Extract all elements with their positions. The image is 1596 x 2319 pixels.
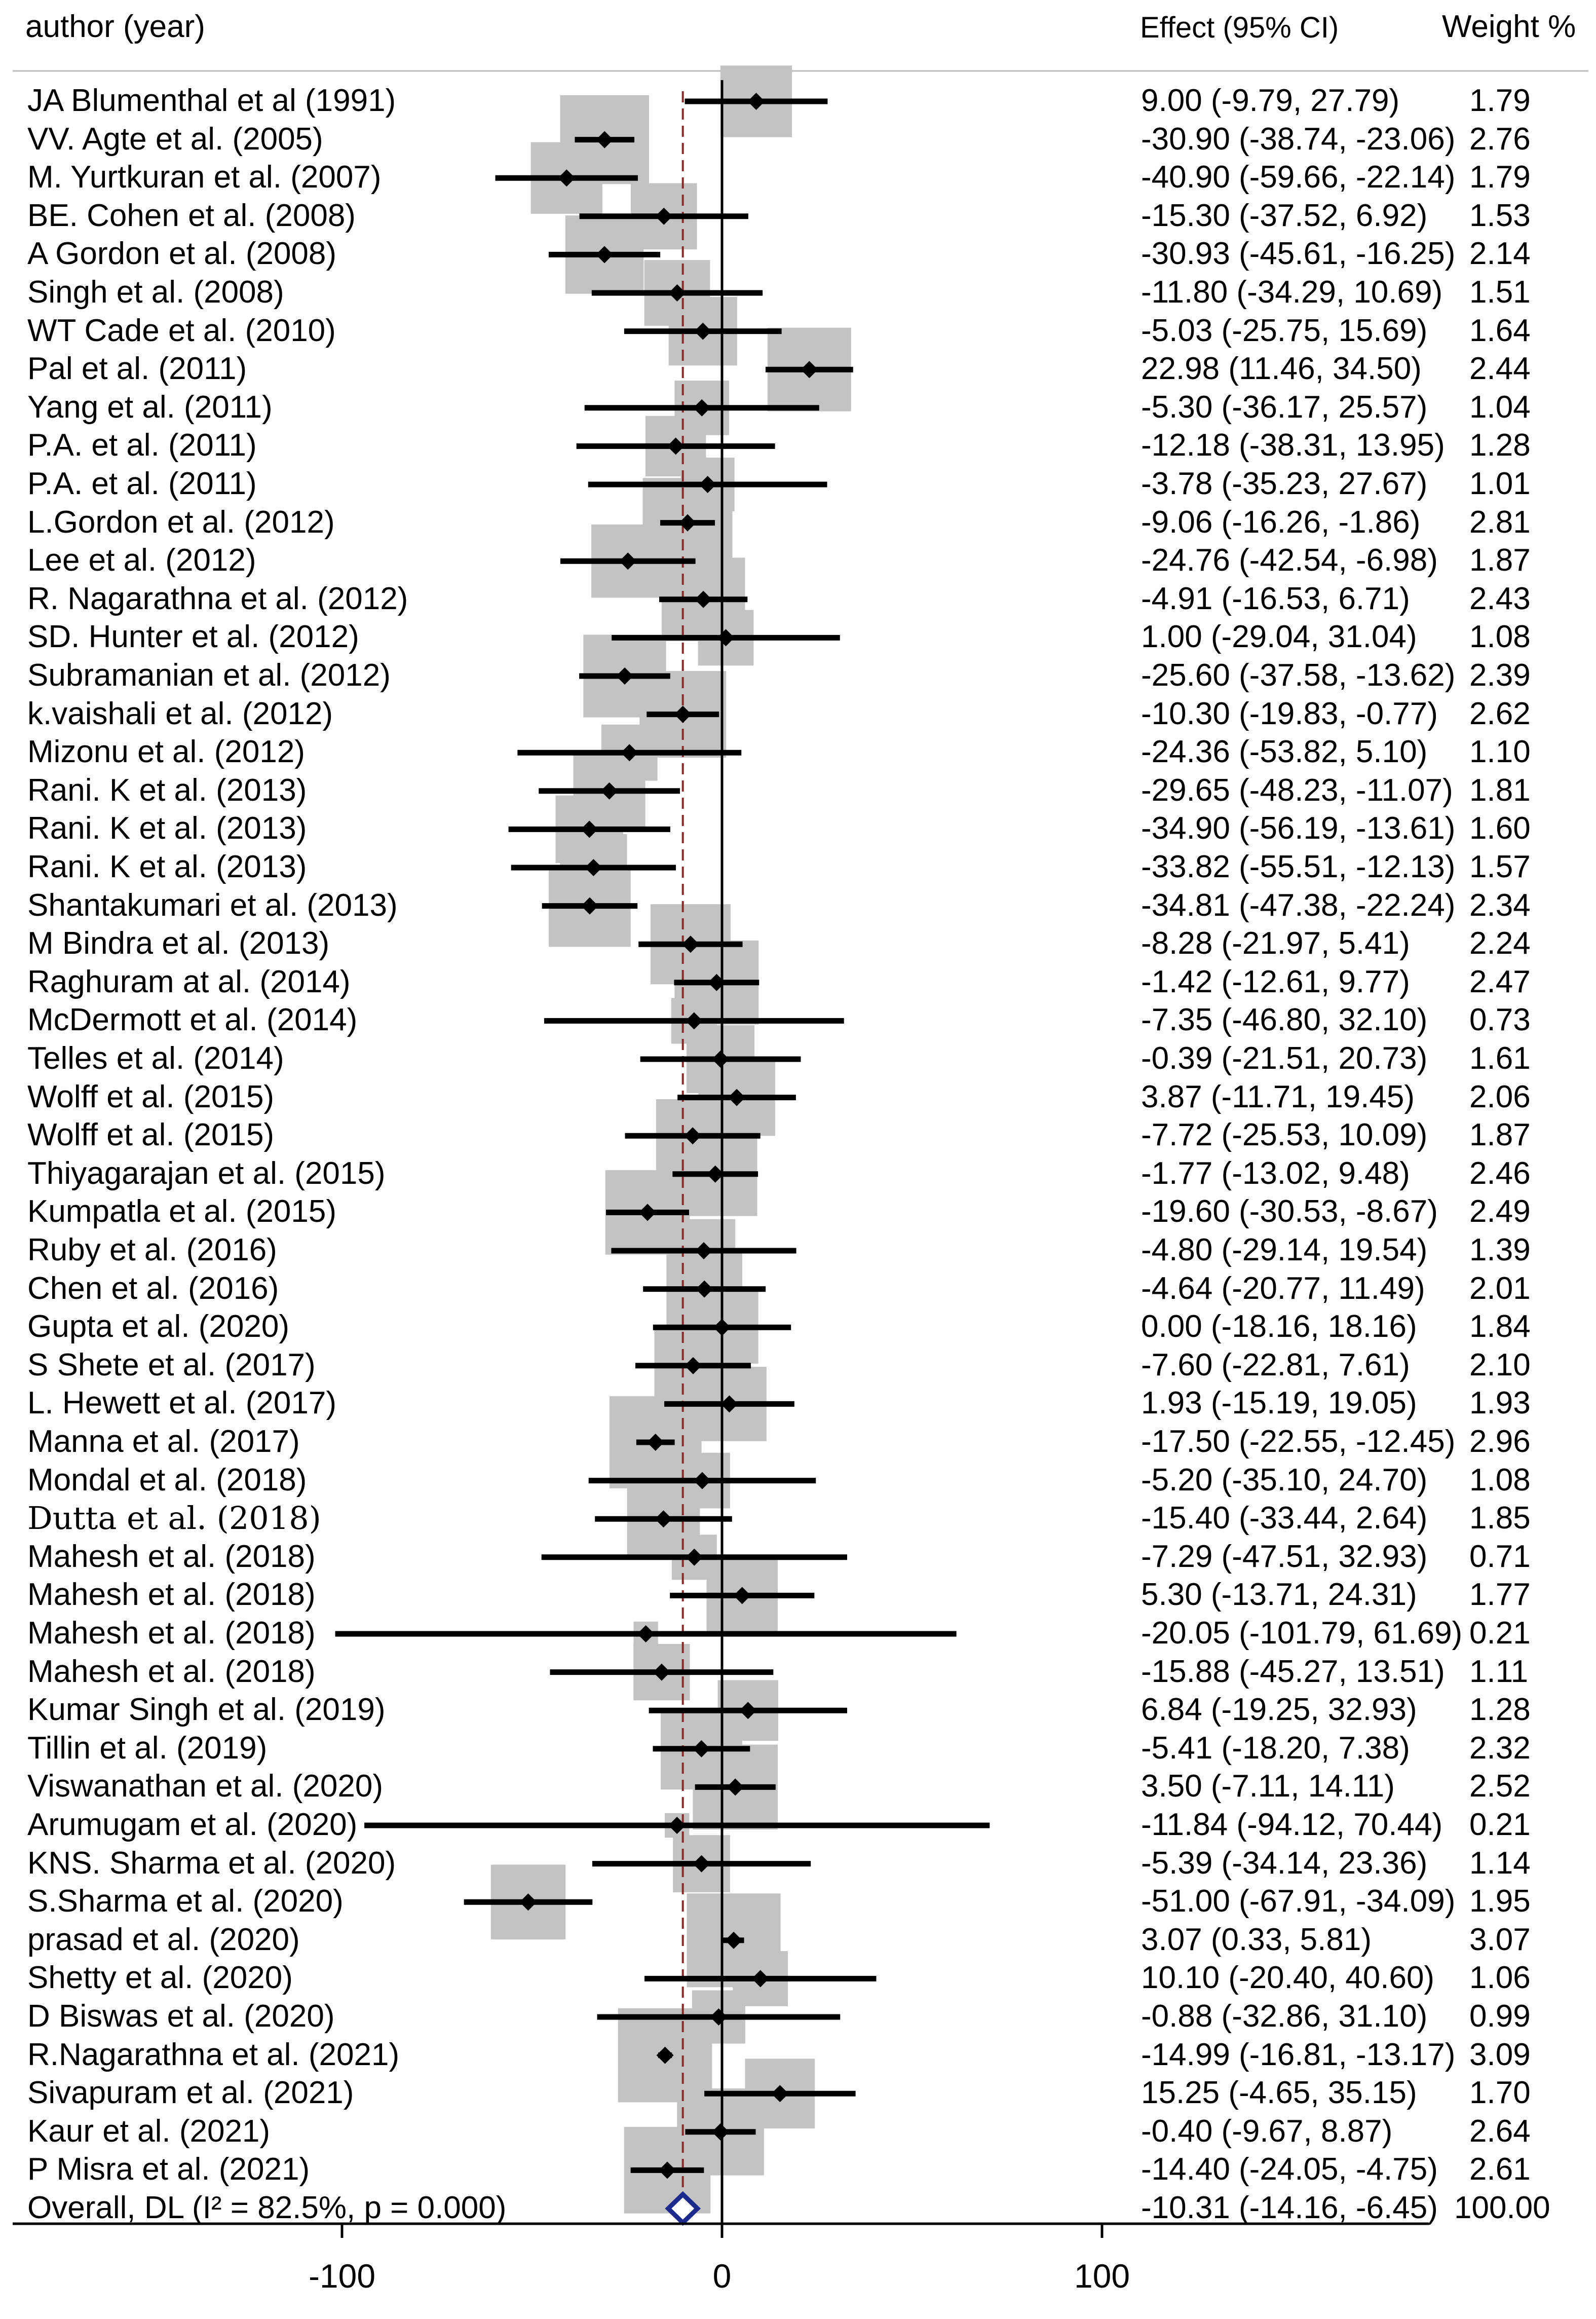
study-label: Viswanathan et al. (2020) — [27, 1769, 383, 1804]
x-tick-label: 0 — [712, 2257, 732, 2295]
effect-ci-text: -40.90 (-59.66, -22.14) — [1141, 160, 1456, 195]
study-label: Mahesh et al. (2018) — [27, 1616, 316, 1651]
effect-ci-text: -20.05 (-101.79, 61.69) — [1141, 1616, 1463, 1651]
study-label: R. Nagarathna et al. (2012) — [27, 581, 408, 616]
weight-text: 1.01 — [1469, 466, 1531, 501]
effect-ci-text: -4.80 (-29.14, 19.54) — [1141, 1232, 1428, 1267]
weight-text: 1.85 — [1469, 1501, 1531, 1536]
study-label: S Shete et al. (2017) — [27, 1347, 316, 1382]
study-label: JA Blumenthal et al (1991) — [27, 83, 396, 118]
effect-ci-text: -51.00 (-67.91, -34.09) — [1141, 1884, 1456, 1919]
weight-text: 2.24 — [1469, 926, 1531, 961]
study-label: k.vaishali et al. (2012) — [27, 696, 333, 731]
weight-text: 1.70 — [1469, 2075, 1531, 2111]
header-weight: Weight % — [1442, 9, 1576, 44]
study-label: Gupta et al. (2020) — [27, 1309, 289, 1344]
effect-ci-text: 9.00 (-9.79, 27.79) — [1141, 83, 1400, 118]
effect-ci-text: -14.99 (-16.81, -13.17) — [1141, 2037, 1456, 2072]
effect-ci-text: 3.07 (0.33, 5.81) — [1141, 1922, 1372, 1957]
study-label: Wolff et al. (2015) — [27, 1117, 275, 1153]
header-author-year: author (year) — [25, 9, 205, 44]
study-label: Rani. K et al. (2013) — [27, 772, 307, 808]
weight-text: 1.06 — [1469, 1960, 1531, 1996]
study-label: Shantakumari et al. (2013) — [27, 887, 398, 923]
effect-ci-text: 22.98 (11.46, 34.50) — [1141, 351, 1422, 387]
effect-ci-text: -19.60 (-30.53, -8.67) — [1141, 1194, 1438, 1229]
x-tick-label: 100 — [1074, 2257, 1130, 2295]
effect-ci-text: 5.30 (-13.71, 24.31) — [1141, 1577, 1417, 1613]
weight-text: 2.06 — [1469, 1079, 1531, 1114]
effect-ci-text: -0.40 (-9.67, 8.87) — [1141, 2113, 1393, 2149]
study-label: Singh et al. (2008) — [27, 275, 284, 310]
study-label: Manna et al. (2017) — [27, 1424, 300, 1459]
effect-ci-text: -11.80 (-34.29, 10.69) — [1141, 275, 1443, 310]
study-label: A Gordon et al. (2008) — [27, 236, 337, 272]
study-label: Kumar Singh et al. (2019) — [27, 1692, 386, 1728]
weight-text: 1.77 — [1469, 1577, 1531, 1613]
study-label: Mahesh et al. (2018) — [27, 1539, 316, 1574]
study-label: BE. Cohen et al. (2008) — [27, 198, 356, 233]
study-label: M. Yurtkuran et al. (2007) — [27, 160, 382, 195]
weight-text: 1.10 — [1469, 734, 1531, 770]
weight-text: 1.61 — [1469, 1041, 1531, 1076]
effect-ci-text: -30.93 (-45.61, -16.25) — [1141, 236, 1456, 272]
study-label: P.A. et al. (2011) — [27, 428, 257, 463]
effect-ci-text: 15.25 (-4.65, 35.15) — [1141, 2075, 1417, 2111]
effect-ci-text: -34.90 (-56.19, -13.61) — [1141, 811, 1456, 846]
weight-text: 1.64 — [1469, 313, 1531, 348]
weight-text: 0.73 — [1469, 1002, 1531, 1038]
weight-text: 0.71 — [1469, 1539, 1531, 1574]
effect-ci-text: 10.10 (-20.40, 40.60) — [1141, 1960, 1435, 1996]
study-label: SD. Hunter et al. (2012) — [27, 619, 359, 655]
effect-ci-text: -7.35 (-46.80, 32.10) — [1141, 1002, 1428, 1038]
study-label: Kumpatla et al. (2015) — [27, 1194, 337, 1229]
weight-text: 2.14 — [1469, 236, 1531, 272]
weight-text: 2.43 — [1469, 581, 1531, 616]
effect-ci-text: -14.40 (-24.05, -4.75) — [1141, 2152, 1438, 2187]
weight-text: 1.28 — [1469, 428, 1531, 463]
effect-ci-text: -1.77 (-13.02, 9.48) — [1141, 1155, 1410, 1191]
study-label: Mahesh et al. (2018) — [27, 1654, 316, 1689]
weight-text: 0.99 — [1469, 1999, 1531, 2034]
effect-ci-text: -9.06 (-16.26, -1.86) — [1141, 504, 1421, 540]
study-label: Mizonu et al. (2012) — [27, 734, 305, 770]
study-label: Sivapuram et al. (2021) — [27, 2075, 354, 2111]
study-label: Rani. K et al. (2013) — [27, 811, 307, 846]
overall-effect-ci-text: -10.31 (-14.16, -6.45) — [1141, 2190, 1438, 2225]
effect-ci-text: -25.60 (-37.58, -13.62) — [1141, 658, 1456, 693]
weight-text: 0.21 — [1469, 1616, 1531, 1651]
effect-ci-text: -0.39 (-21.51, 20.73) — [1141, 1041, 1428, 1076]
weight-text: 1.28 — [1469, 1692, 1531, 1728]
weight-text: 2.76 — [1469, 121, 1531, 157]
effect-ci-text: -11.84 (-94.12, 70.44) — [1141, 1807, 1443, 1842]
weight-text: 1.93 — [1469, 1386, 1531, 1421]
weight-text: 1.60 — [1469, 811, 1531, 846]
overall-weight-text: 100.00 — [1454, 2190, 1550, 2225]
study-label: Telles et al. (2014) — [27, 1041, 284, 1076]
overall-label: Overall, DL (I² = 82.5%, p = 0.000) — [27, 2190, 507, 2225]
effect-ci-text: -17.50 (-22.55, -12.45) — [1141, 1424, 1456, 1459]
effect-ci-text: -5.30 (-36.17, 25.57) — [1141, 389, 1428, 425]
study-label: Kaur et al. (2021) — [27, 2113, 271, 2149]
effect-ci-text: 1.93 (-15.19, 19.05) — [1141, 1386, 1417, 1421]
effect-ci-text: 3.50 (-7.11, 14.11) — [1141, 1769, 1395, 1804]
weight-text: 3.07 — [1469, 1922, 1531, 1957]
weight-text: 1.53 — [1469, 198, 1531, 233]
effect-ci-text: 0.00 (-18.16, 18.16) — [1141, 1309, 1417, 1344]
weight-text: 2.32 — [1469, 1730, 1531, 1766]
study-label: Pal et al. (2011) — [27, 351, 247, 387]
study-label: Dutta et al. (2018) — [27, 1500, 321, 1537]
study-label: Tillin et al. (2019) — [27, 1730, 268, 1766]
study-label: Shetty et al. (2020) — [27, 1960, 293, 1996]
weight-text: 2.34 — [1469, 887, 1531, 923]
effect-ci-text: -5.39 (-34.14, 23.36) — [1141, 1845, 1428, 1881]
study-label: R.Nagarathna et al. (2021) — [27, 2037, 400, 2072]
effect-ci-text: -15.88 (-45.27, 13.51) — [1141, 1654, 1445, 1689]
effect-ci-text: -7.29 (-47.51, 32.93) — [1141, 1539, 1428, 1574]
weight-text: 1.51 — [1469, 275, 1531, 310]
study-label: Wolff et al. (2015) — [27, 1079, 275, 1114]
effect-ci-text: -5.20 (-35.10, 24.70) — [1141, 1462, 1428, 1498]
effect-ci-text: -33.82 (-55.51, -12.13) — [1141, 849, 1456, 884]
effect-ci-text: -24.76 (-42.54, -6.98) — [1141, 543, 1438, 578]
study-label: Chen et al. (2016) — [27, 1270, 279, 1306]
weight-text: 2.01 — [1469, 1270, 1531, 1306]
weight-text: 2.47 — [1469, 964, 1531, 999]
study-label: S.Sharma et al. (2020) — [27, 1884, 344, 1919]
weight-text: 1.81 — [1469, 772, 1531, 808]
weight-text: 1.04 — [1469, 389, 1531, 425]
study-label: Yang et al. (2011) — [27, 389, 273, 425]
effect-ci-text: -7.60 (-22.81, 7.61) — [1141, 1347, 1410, 1382]
weight-text: 2.46 — [1469, 1155, 1531, 1191]
study-label: Lee et al. (2012) — [27, 543, 256, 578]
weight-text: 2.64 — [1469, 2113, 1531, 2149]
weight-text: 1.14 — [1469, 1845, 1531, 1881]
study-label: M Bindra et al. (2013) — [27, 926, 330, 961]
weight-text: 1.79 — [1469, 160, 1531, 195]
weight-text: 2.44 — [1469, 351, 1531, 387]
study-label: Ruby et al. (2016) — [27, 1232, 277, 1267]
effect-ci-text: -4.64 (-20.77, 11.49) — [1141, 1270, 1425, 1306]
study-label: L.Gordon et al. (2012) — [27, 504, 335, 540]
study-label: McDermott et al. (2014) — [27, 1002, 358, 1038]
study-label: Subramanian et al. (2012) — [27, 658, 391, 693]
weight-text: 1.87 — [1469, 543, 1531, 578]
study-label: Thiyagarajan et al. (2015) — [27, 1155, 386, 1191]
weight-text: 1.57 — [1469, 849, 1531, 884]
weight-text: 1.87 — [1469, 1117, 1531, 1153]
study-label: Mondal et al. (2018) — [27, 1462, 307, 1498]
effect-ci-text: -30.90 (-38.74, -23.06) — [1141, 121, 1456, 157]
weight-text: 2.52 — [1469, 1769, 1531, 1804]
effect-ci-text: -8.28 (-21.97, 5.41) — [1141, 926, 1410, 961]
effect-ci-text: 6.84 (-19.25, 32.93) — [1141, 1692, 1417, 1728]
weight-text: 1.08 — [1469, 1462, 1531, 1498]
effect-ci-text: -15.40 (-33.44, 2.64) — [1141, 1501, 1428, 1536]
weight-text: 2.81 — [1469, 504, 1531, 540]
weight-text: 0.21 — [1469, 1807, 1531, 1842]
effect-ci-text: -7.72 (-25.53, 10.09) — [1141, 1117, 1428, 1153]
study-label: P Misra et al. (2021) — [27, 2152, 310, 2187]
weight-text: 1.11 — [1469, 1654, 1529, 1689]
weight-text: 2.39 — [1469, 658, 1531, 693]
study-label: Rani. K et al. (2013) — [27, 849, 307, 884]
weight-text: 2.49 — [1469, 1194, 1531, 1229]
weight-text: 2.62 — [1469, 696, 1531, 731]
effect-ci-text: -4.91 (-16.53, 6.71) — [1141, 581, 1410, 616]
effect-ci-text: -15.30 (-37.52, 6.92) — [1141, 198, 1428, 233]
weight-text: 1.95 — [1469, 1884, 1531, 1919]
effect-ci-text: -10.30 (-19.83, -0.77) — [1141, 696, 1438, 731]
weight-text: 2.61 — [1469, 2152, 1531, 2187]
x-tick-label: -100 — [308, 2257, 376, 2295]
study-label: KNS. Sharma et al. (2020) — [27, 1845, 396, 1881]
effect-ci-text: -0.88 (-32.86, 31.10) — [1141, 1999, 1428, 2034]
effect-ci-text: -5.41 (-18.20, 7.38) — [1141, 1730, 1410, 1766]
effect-ci-text: 1.00 (-29.04, 31.04) — [1141, 619, 1417, 655]
effect-ci-text: -24.36 (-53.82, 5.10) — [1141, 734, 1428, 770]
effect-ci-text: -5.03 (-25.75, 15.69) — [1141, 313, 1428, 348]
study-label: WT Cade et al. (2010) — [27, 313, 336, 348]
header-effect-ci: Effect (95% CI) — [1140, 11, 1339, 44]
weight-text: 1.39 — [1469, 1232, 1531, 1267]
study-label: D Biswas et al. (2020) — [27, 1999, 335, 2034]
effect-ci-text: -34.81 (-47.38, -22.24) — [1141, 887, 1456, 923]
study-label: prasad et al. (2020) — [27, 1922, 300, 1957]
weight-text: 2.10 — [1469, 1347, 1531, 1382]
weight-text: 1.79 — [1469, 83, 1531, 118]
study-label: VV. Agte et al. (2005) — [27, 121, 323, 157]
study-label: Raghuram at al. (2014) — [27, 964, 351, 999]
effect-ci-text: -1.42 (-12.61, 9.77) — [1141, 964, 1410, 999]
effect-ci-text: 3.87 (-11.71, 19.45) — [1141, 1079, 1415, 1114]
weight-text: 1.84 — [1469, 1309, 1531, 1344]
effect-ci-text: -3.78 (-35.23, 27.67) — [1141, 466, 1428, 501]
study-label: Mahesh et al. (2018) — [27, 1577, 316, 1613]
weight-text: 3.09 — [1469, 2037, 1531, 2072]
study-label: P.A. et al. (2011) — [27, 466, 257, 501]
study-label: Arumugam et al. (2020) — [27, 1807, 358, 1842]
weight-text: 2.96 — [1469, 1424, 1531, 1459]
effect-ci-text: -12.18 (-38.31, 13.95) — [1141, 428, 1445, 463]
weight-text: 1.08 — [1469, 619, 1531, 655]
effect-ci-text: -29.65 (-48.23, -11.07) — [1141, 772, 1453, 808]
study-label: L. Hewett et al. (2017) — [27, 1386, 336, 1421]
